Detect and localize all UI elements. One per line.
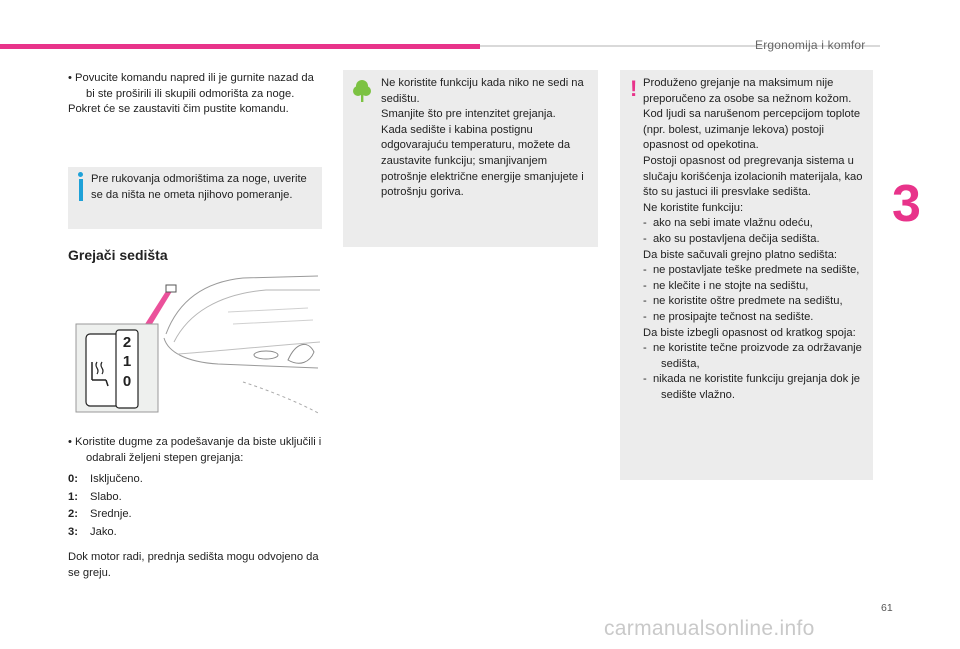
section-header-title: Ergonomija i komfor bbox=[755, 38, 866, 52]
eco-tip-text: Ne koristite funkciju kada niko ne sedi na sedištu. Smanjite što pre intenzitet grejanja. Kada sedište i kabina postignu odgovarajuću temperaturu, možete da zaustavite funkciju; smanjivanjem potrošnje električne energije smanjujete i potrošnju goriva. bbox=[381, 77, 584, 199]
list-item: 3: Jako. bbox=[68, 525, 117, 538]
warning-list-item: - ako su postavljena dečija sedišta. bbox=[643, 232, 820, 245]
warning-line: Da biste izbegli opasnost od kratkog spoja: bbox=[643, 326, 856, 339]
warning-line: Produženo grejanje na maksimum nije preporučeno za osobe sa nežnom kožom. bbox=[643, 77, 852, 105]
warning-text bbox=[643, 76, 869, 403]
info-icon bbox=[79, 179, 83, 201]
warning-list-item: - ne postavljate teške predmete na sedište, bbox=[643, 264, 860, 277]
warning-line: Kod ljudi sa narušenom percepcijom toplote (npr. bolest, uzimanje lekova) postoji opasnost od opekotina. bbox=[643, 108, 861, 152]
intro-block bbox=[68, 71, 323, 118]
instruction-block bbox=[68, 435, 323, 466]
warning-list-item: - ne koristite oštre predmete na sedištu, bbox=[643, 295, 843, 308]
chapter-number: 3 bbox=[892, 175, 921, 233]
info-text: Pre rukovanja odmorištima za noge, uverite se da ništa ne ometa njihovo pomeranje. bbox=[91, 173, 307, 201]
list-item: 1: Slabo. bbox=[68, 490, 122, 503]
list-item: 0: Isključeno. bbox=[68, 473, 143, 485]
instruction-bullet: • Koristite dugme za podešavanje da biste uključili i odabrali željeni stepen grejanja: bbox=[68, 436, 322, 464]
heating-levels-list bbox=[68, 471, 323, 541]
switch-label-0: 0 bbox=[122, 373, 132, 390]
warning-icon: ! bbox=[630, 76, 638, 101]
warning-line: Ne koristite funkciju: bbox=[643, 201, 744, 214]
watermark-link[interactable]: carmanualsonline.info bbox=[604, 617, 815, 640]
warning-box bbox=[620, 70, 873, 480]
warning-list-item: - ne prosipajte tečnost na sedište. bbox=[643, 310, 814, 323]
warning-list-item: - ako na sebi imate vlažnu odeću, bbox=[643, 217, 813, 230]
warning-list-item: - nikada ne koristite funkciju grejanja dok je sedište vlažno. bbox=[643, 373, 861, 401]
seat-heater-illustration bbox=[68, 272, 323, 417]
warning-line: Da biste sačuvali grejno platno sedišta: bbox=[643, 248, 838, 261]
list-item: 2: Srednje. bbox=[68, 508, 132, 521]
info-icon-dot bbox=[78, 172, 83, 177]
engine-running-note: Dok motor radi, prednja sedišta mogu odvojeno da se greju. bbox=[68, 551, 319, 579]
info-box bbox=[68, 167, 322, 229]
eco-tip-box bbox=[343, 70, 598, 247]
intro-bullet: • Povucite komandu napred ili je gurnite nazad da bi ste proširili ili skupili odmorišta za noge. bbox=[68, 72, 314, 100]
intro-note: Pokret će se zaustaviti čim pustite komandu. bbox=[68, 103, 289, 116]
warning-line: Postoji opasnost od pregrevanja sistema u slučaju korišćenja izolacionih materijala, kao što su jastuci ili presvlake sedišta. bbox=[643, 154, 863, 199]
switch-label-2: 2 bbox=[122, 334, 132, 351]
page-number: 61 bbox=[881, 602, 893, 614]
eco-leaf-icon bbox=[353, 79, 371, 103]
header-accent-bar bbox=[0, 44, 480, 49]
warning-list-item: - ne koristite tečne proizvode za održavanje sedišta, bbox=[643, 342, 862, 370]
section-title-seat-heaters: Grejači sedišta bbox=[68, 247, 168, 263]
warning-list-item: - ne klečite i ne stojte na sedištu, bbox=[643, 279, 809, 292]
switch-label-1: 1 bbox=[122, 353, 132, 370]
